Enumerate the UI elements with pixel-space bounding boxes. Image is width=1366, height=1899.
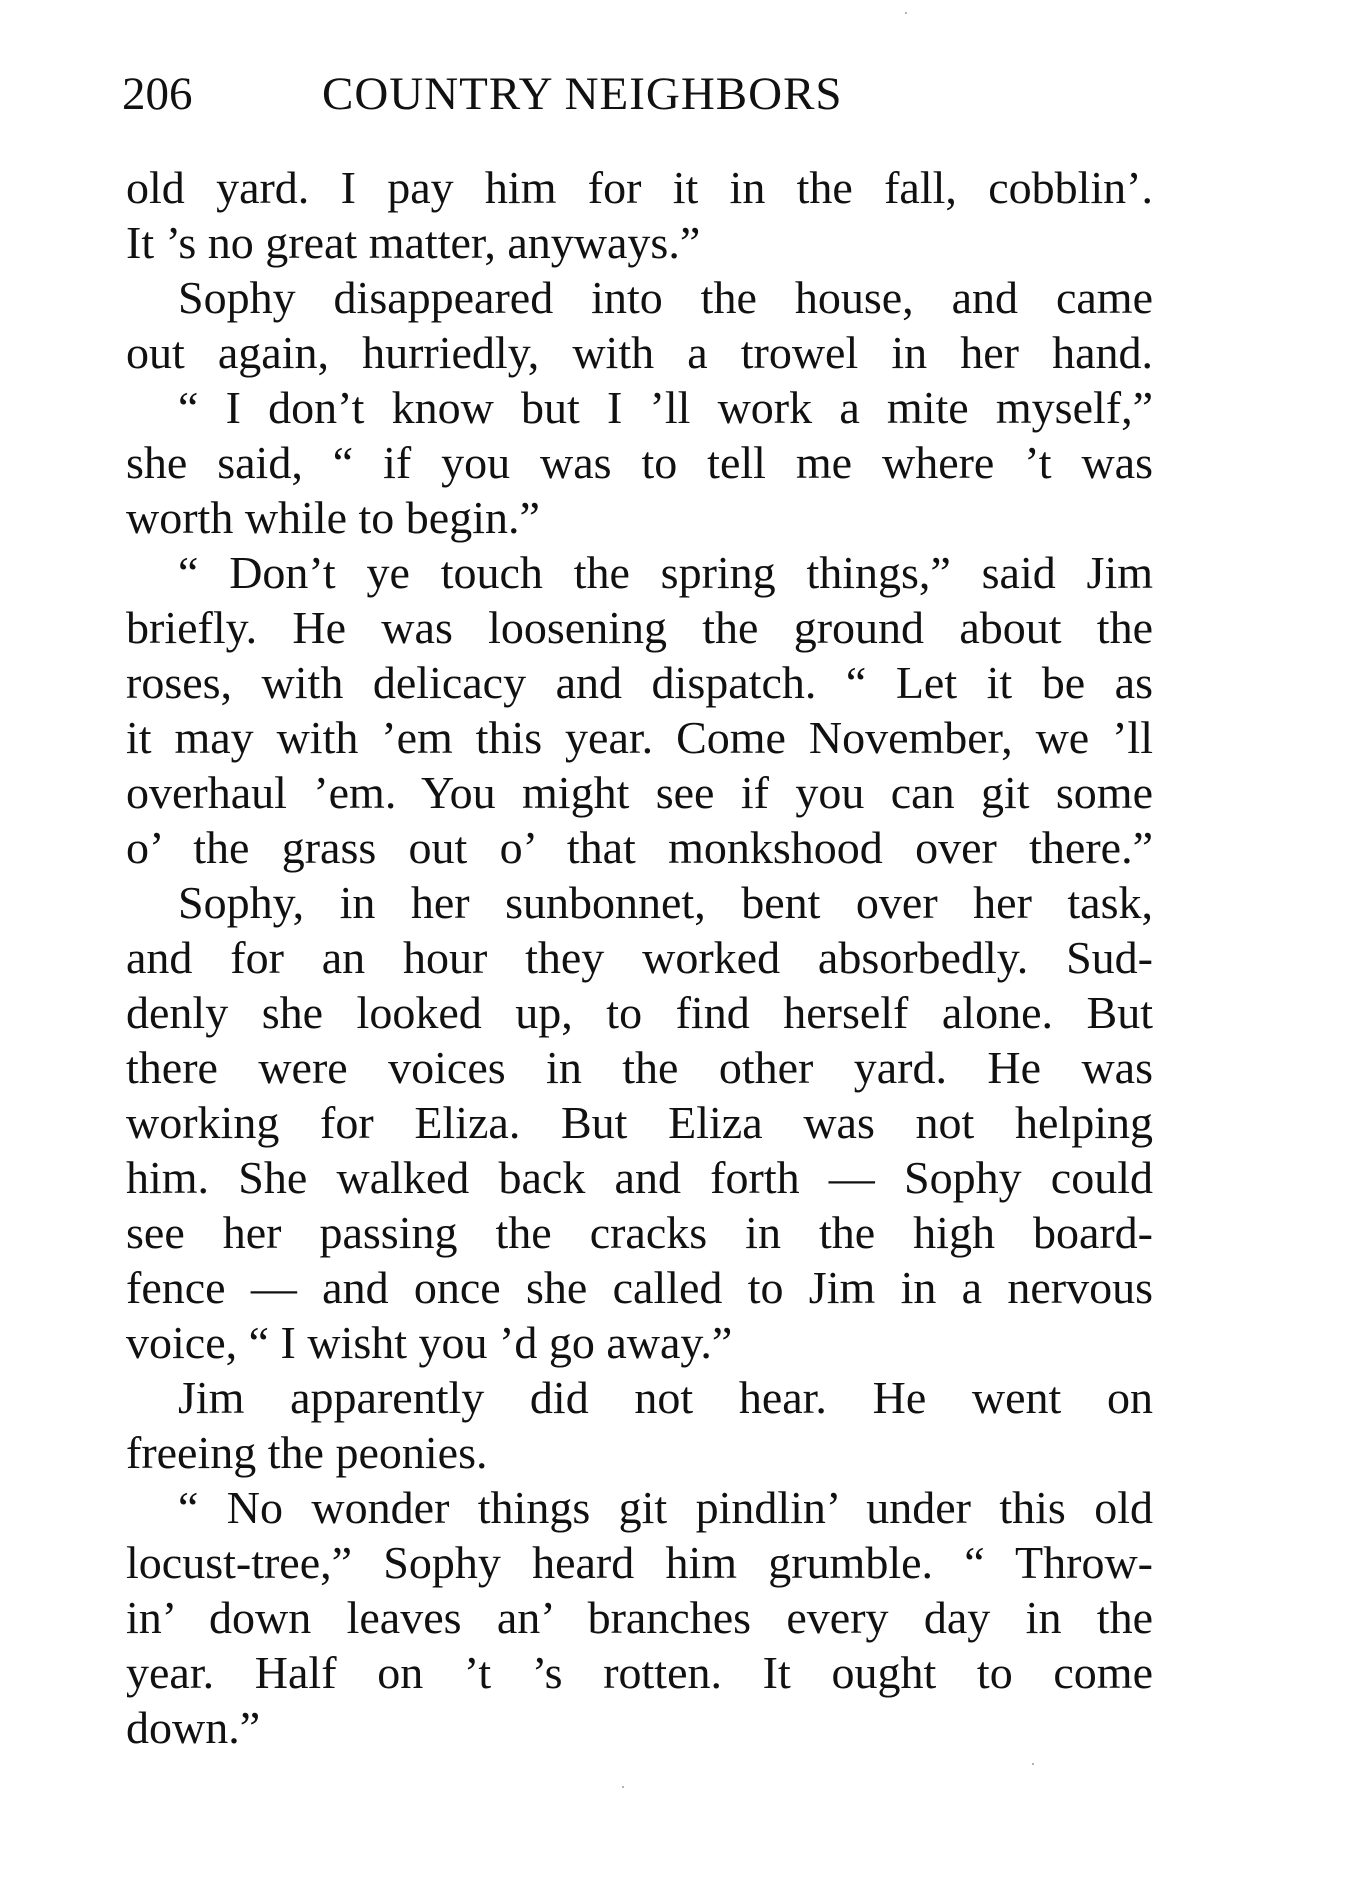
paper-speck (622, 1786, 624, 1788)
text-line: It ’s no great matter, anyways.” (126, 217, 701, 268)
paper-speck (905, 12, 907, 14)
text-line: working for Eliza. But Eliza was not helping (126, 1097, 1153, 1148)
page-number: 206 (122, 68, 193, 120)
text-line: fence — and once she called to Jim in a nervous (126, 1262, 1153, 1313)
page-header (122, 66, 843, 122)
text-line: denly she looked up, to find herself alone. But (126, 987, 1153, 1038)
text-line: roses, with delicacy and dispatch. “ Let it be as (126, 657, 1153, 708)
text-line: down.” (126, 1702, 261, 1753)
text-line: briefly. He was loosening the ground about the (126, 602, 1153, 653)
text-line: Sophy disappeared into the house, and came (178, 272, 1153, 323)
text-line: voice, “ I wisht you ’d go away.” (126, 1317, 733, 1368)
text-line: “ No wonder things git pindlin’ under this old (178, 1482, 1153, 1533)
text-line: and for an hour they worked absorbedly. Sud- (126, 932, 1153, 983)
running-title: COUNTRY NEIGHBORS (322, 68, 843, 120)
text-line: worth while to begin.” (126, 492, 540, 543)
body-text (126, 160, 1153, 1755)
text-line: in’ down leaves an’ branches every day in the (126, 1592, 1153, 1643)
text-line: there were voices in the other yard. He was (126, 1042, 1153, 1093)
paper-speck (1032, 1763, 1034, 1765)
text-line: it may with ’em this year. Come November, we ’ll (126, 712, 1153, 763)
text-line: Jim apparently did not hear. He went on (178, 1372, 1153, 1423)
text-line: “ I don’t know but I ’ll work a mite myself,” (178, 382, 1153, 433)
text-line: year. Half on ’t ’s rotten. It ought to come (126, 1647, 1153, 1698)
text-line: Sophy, in her sunbonnet, bent over her task, (178, 877, 1153, 928)
text-line: “ Don’t ye touch the spring things,” said Jim (178, 547, 1153, 598)
text-line: she said, “ if you was to tell me where ’t was (126, 437, 1153, 488)
text-line: freeing the peonies. (126, 1427, 488, 1478)
text-line: him. She walked back and forth — Sophy could (126, 1152, 1153, 1203)
text-line: o’ the grass out o’ that monkshood over there.” (126, 822, 1153, 873)
text-line: old yard. I pay him for it in the fall, cobblin’. (126, 162, 1153, 213)
text-line: out again, hurriedly, with a trowel in her hand. (126, 327, 1153, 378)
text-line: locust-tree,” Sophy heard him grumble. “ Throw- (126, 1537, 1153, 1588)
text-line: overhaul ’em. You might see if you can git some (126, 767, 1153, 818)
text-line: see her passing the cracks in the high board- (126, 1207, 1153, 1258)
